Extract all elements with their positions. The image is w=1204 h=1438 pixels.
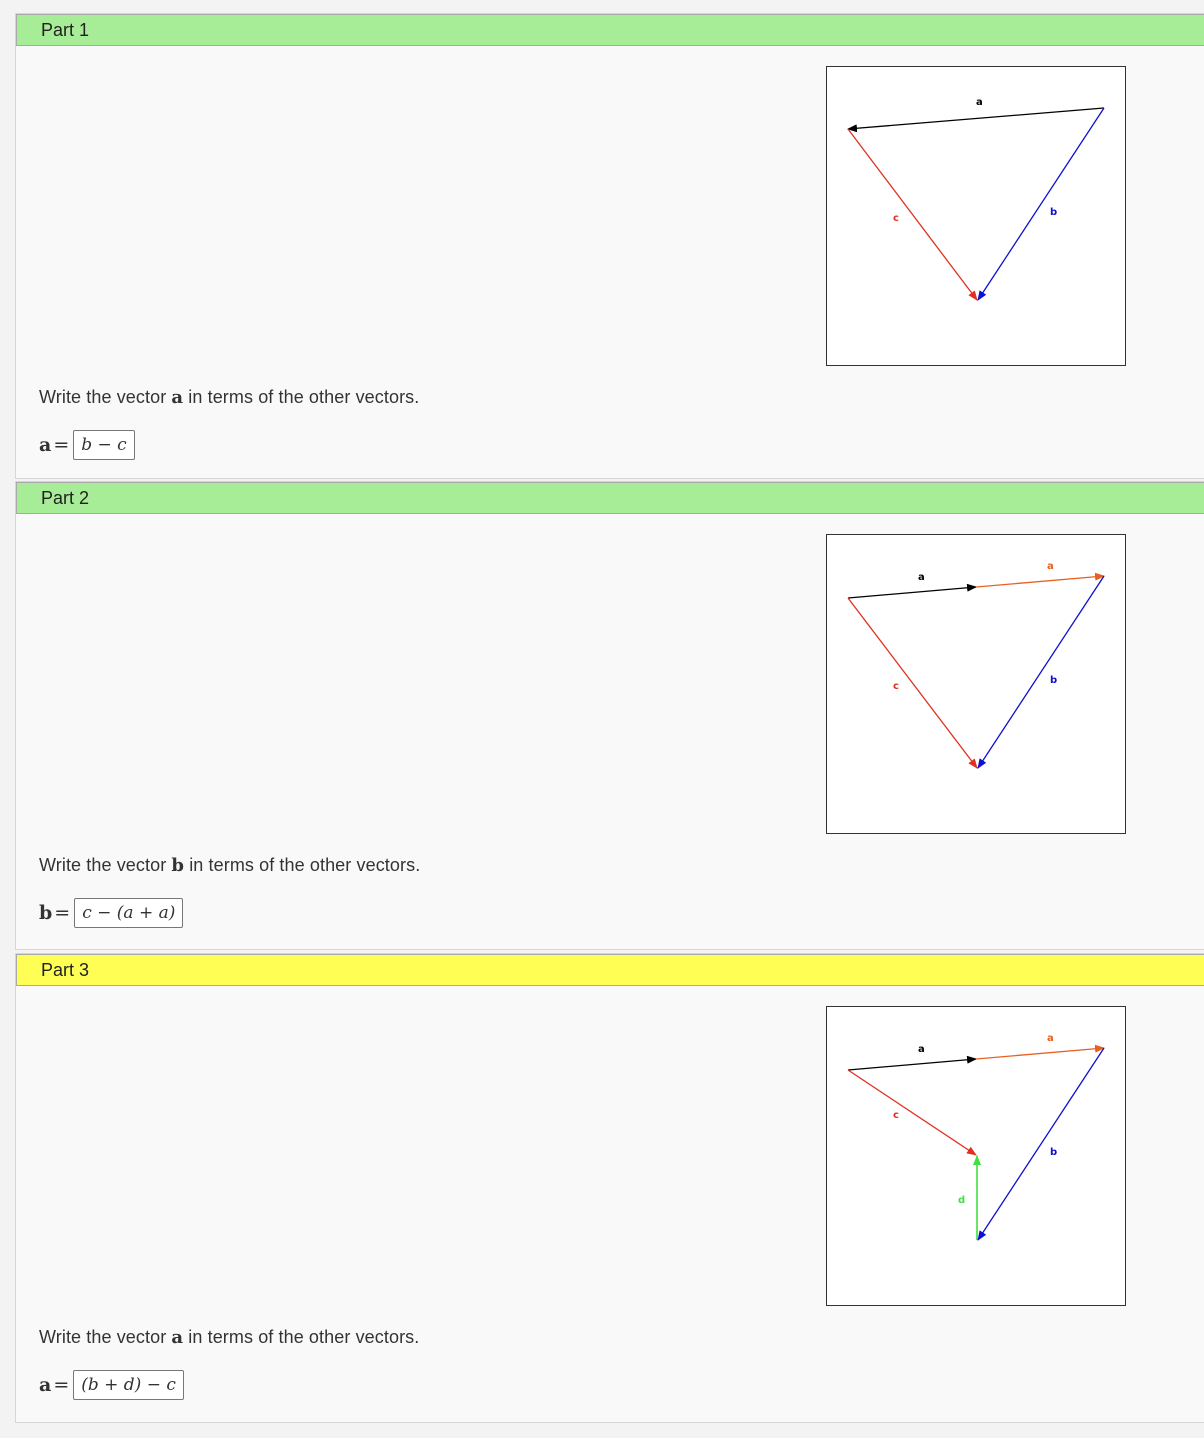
vector-a-second-arrow [976, 576, 1104, 587]
answer-lhs: a = [39, 1374, 70, 1396]
part-1-header[interactable] [16, 14, 1204, 46]
question-text-start: Write the vector [39, 855, 172, 875]
question-vector-symbol: b [171, 855, 185, 876]
answer-lhs: a = [39, 434, 70, 456]
part-1-question [39, 387, 419, 408]
part-2-title: Part 2 [41, 488, 90, 508]
part-3-title: Part 3 [41, 960, 90, 980]
answer-lhs-vector: b [39, 902, 53, 924]
part-2-question [39, 855, 420, 876]
part-2-vector-figure [826, 534, 1126, 834]
part-3-answer-row [39, 1369, 184, 1401]
vector-a-second-arrow [976, 1048, 1104, 1059]
vector-a-arrow [848, 108, 1104, 129]
part-1-title: Part 1 [41, 20, 90, 40]
part-2-answer-input[interactable]: c − (a + a) [74, 898, 183, 928]
question-text-start: Write the vector [39, 1327, 172, 1347]
vector-b-arrow [978, 108, 1104, 300]
vector-a-label: a [918, 572, 925, 583]
vector-c-arrow [848, 598, 977, 768]
vector-b-arrow [978, 1048, 1104, 1240]
part-3-vector-figure [826, 1006, 1126, 1306]
part-3-header[interactable] [16, 954, 1204, 986]
vector-a-second-label: a [1047, 1033, 1054, 1044]
vector-a-label: a [918, 1044, 925, 1055]
part-1-answer-input[interactable]: b − c [73, 430, 134, 460]
question-vector-symbol: a [171, 1327, 184, 1348]
vector-b-label: b [1050, 675, 1058, 686]
vector-b-label: b [1050, 207, 1058, 218]
part-3-answer-input[interactable]: (b + d) − c [73, 1370, 184, 1400]
vector-a-arrow [848, 587, 976, 598]
vector-c-arrow [848, 1070, 976, 1155]
question-vector-symbol: a [171, 387, 184, 408]
vector-a-label: a [976, 97, 983, 108]
vector-c-arrow [848, 129, 977, 300]
vector-a-arrow [848, 1059, 976, 1070]
answer-lhs: b = [39, 902, 71, 924]
answer-lhs-vector: a [39, 434, 52, 456]
part-2-vector-diagram [827, 535, 1125, 833]
vector-c-label: c [893, 213, 899, 224]
part-1 [15, 13, 1204, 479]
vector-a-second-label: a [1047, 561, 1054, 572]
part-1-answer-row [39, 429, 135, 461]
vector-b-label: b [1050, 1147, 1058, 1158]
part-3 [15, 953, 1204, 1423]
part-3-vector-diagram [827, 1007, 1125, 1305]
question-text-end: in terms of the other vectors. [184, 855, 421, 875]
vector-c-label: c [893, 681, 899, 692]
question-text-end: in terms of the other vectors. [183, 387, 420, 407]
vector-c-label: c [893, 1110, 899, 1121]
question-text-start: Write the vector [39, 387, 172, 407]
vector-d-label: d [958, 1195, 966, 1206]
part-3-question [39, 1327, 419, 1348]
part-2 [15, 481, 1204, 950]
part-2-answer-row [39, 897, 183, 929]
answer-lhs-vector: a [39, 1374, 52, 1396]
part-2-header[interactable] [16, 482, 1204, 514]
part-1-vector-diagram [827, 67, 1125, 365]
vector-b-arrow [978, 576, 1104, 768]
part-1-vector-figure [826, 66, 1126, 366]
question-text-end: in terms of the other vectors. [183, 1327, 420, 1347]
